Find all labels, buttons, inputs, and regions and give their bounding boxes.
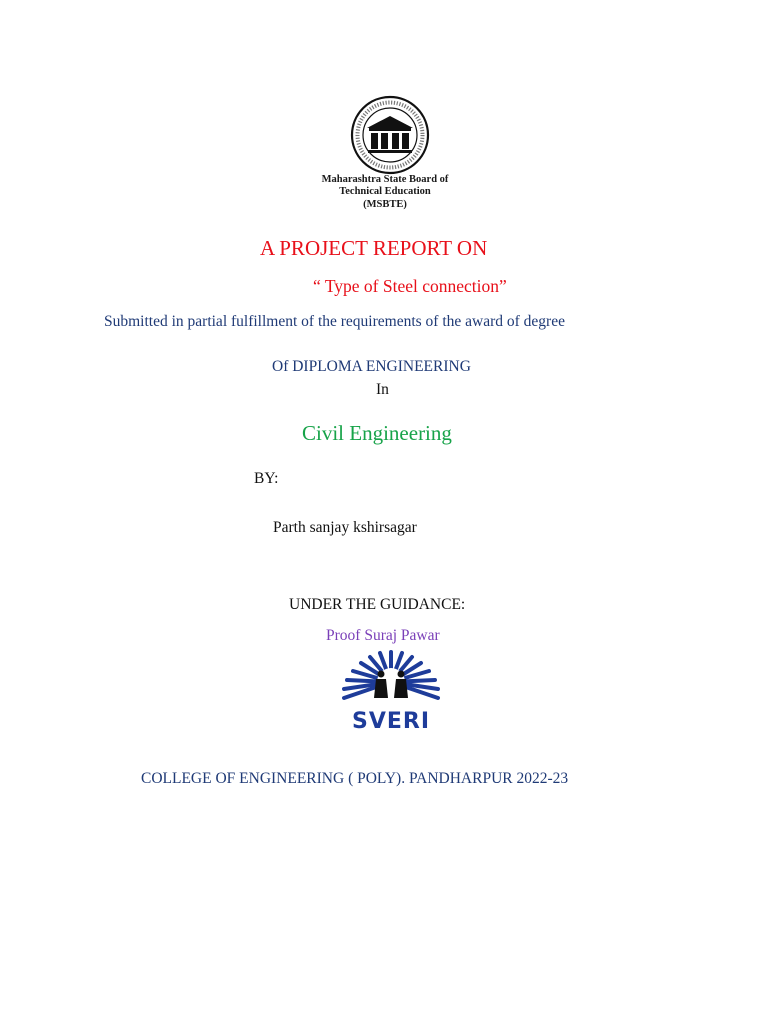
student-name: Parth sanjay kshirsagar [273,519,417,536]
guide-name: Proof Suraj Pawar [326,627,440,644]
board-name-line-2: Technical Education [339,186,431,197]
report-title: A PROJECT REPORT ON [260,236,488,260]
branch-name: Civil Engineering [302,421,452,445]
by-label: BY: [254,470,279,487]
msbte-seal-icon [339,94,441,176]
submission-statement: Submitted in partial fulfillment of the requirements of the award of degree [104,313,565,330]
board-name-line-3: (MSBTE) [363,199,407,210]
report-topic: “ Type of Steel connection” [313,276,507,296]
in-word: In [376,381,389,398]
board-name-line-1: Maharashtra State Board of [321,174,449,185]
sveri-logo-icon [332,648,450,734]
degree-line: Of DIPLOMA ENGINEERING [272,358,471,375]
college-name: COLLEGE OF ENGINEERING ( POLY). PANDHARPUR 2022-23 [141,770,569,787]
sveri-logo-text: SVERI [351,709,431,734]
guidance-label: UNDER THE GUIDANCE: [289,596,466,613]
